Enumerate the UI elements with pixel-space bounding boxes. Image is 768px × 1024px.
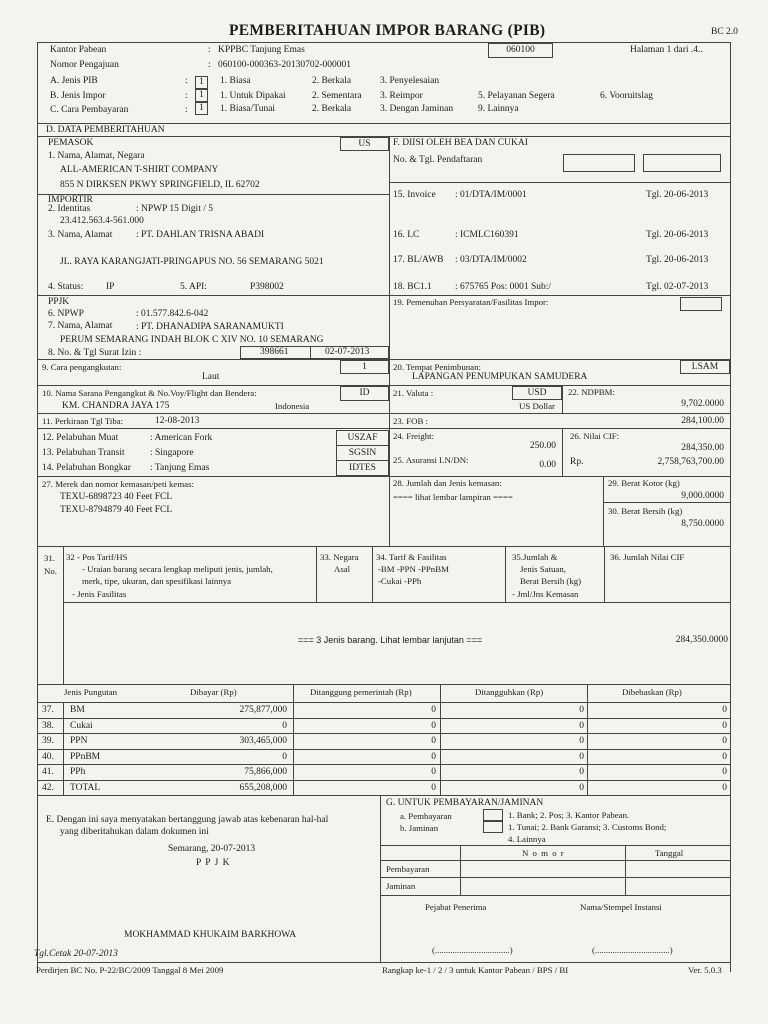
declaration-line-1: E. Dengan ini saya menyatakan bertanggung jawab atas kebenaran hal-hal: [46, 815, 329, 825]
duty-row-defer: 0: [579, 720, 584, 731]
signer-name: MOKHAMMAD KHUKAIM BARKHOWA: [124, 930, 297, 940]
form-code: BC 2.0: [711, 27, 738, 37]
ppjk-name: : PT. DHANADIPA SARANAMUKTI: [136, 322, 284, 332]
duty-row-gov: 0: [431, 720, 436, 731]
container-1: TEXU-6898723 40 Feet FCL: [60, 492, 173, 502]
duty-row-name: BM: [70, 705, 85, 715]
bl-value: : 03/DTA/IM/0002: [455, 255, 527, 265]
importir-title: IMPORTIR: [48, 195, 93, 205]
tgl-cetak: Tgl.Cetak 20-07-2013: [34, 949, 118, 959]
muat-code: USZAF: [347, 433, 378, 443]
kantor-label: Kantor Pabean: [50, 45, 107, 55]
cara-pembayaran-code: 1: [199, 103, 204, 113]
ppjk-address: PERUM SEMARANG INDAH BLOK C XIV NO. 10 SEMARANG: [60, 335, 324, 345]
transit-value: : Singapore: [150, 448, 194, 458]
g-title: G. UNTUK PEMBAYARAN/JAMINAN: [386, 798, 544, 808]
lc-value: : ICMLC160391: [455, 230, 519, 240]
lc-date: Tgl. 20-06-2013: [646, 230, 709, 240]
duty-row-defer: 0: [579, 782, 584, 793]
duty-row-paid: 275,877,000: [239, 705, 287, 715]
cara-pengangkutan-value: Laut: [202, 372, 220, 382]
jenis-pib-label: A. Jenis PIB: [50, 76, 98, 86]
duty-row-divider: [37, 733, 730, 734]
section-d-title: D. DATA PEMBERITAHUAN: [46, 125, 165, 135]
ppjk-surat-no: 398661: [260, 347, 289, 357]
duty-row-name: Cukai: [70, 720, 93, 731]
duty-row-no: 40.: [42, 751, 54, 762]
muat-value: : American Fork: [150, 433, 213, 443]
office-code: 060100: [506, 45, 535, 55]
duty-row-no: 38.: [42, 720, 54, 731]
tiba-value: 12-08-2013: [155, 416, 200, 426]
duty-row-paid: 655,208,000: [239, 782, 287, 793]
duty-row-free: 0: [722, 720, 727, 731]
duty-row-name: PPh: [70, 767, 86, 777]
bc-date: Tgl. 02-07-2013: [646, 282, 709, 292]
duty-row-divider: [37, 749, 730, 750]
footer-version: Ver. 5.0.3: [688, 965, 722, 975]
timbun-value: LAPANGAN PENUMPUKAN SAMUDERA: [412, 372, 588, 382]
f-label: F. DIISI OLEH BEA DAN CUKAI: [393, 138, 528, 148]
pemasok-country: US: [358, 139, 371, 149]
duty-row-name: PPN: [70, 736, 88, 746]
sarana-flag: Indonesia: [275, 401, 310, 411]
asuransi-value: 0.00: [539, 460, 556, 470]
bongkar-value: : Tanjung Emas: [150, 463, 210, 473]
duty-row-defer: 0: [579, 705, 584, 715]
nomor-pengajuan-label: Nomor Pengajuan: [50, 60, 119, 70]
duty-row-no: 41.: [42, 767, 54, 777]
kantor-value: KPPBC Tanjung Emas: [218, 45, 305, 55]
pib-form: PEMBERITAHUAN IMPOR BARANG (PIB) BC 2.0 Kantor Pabean : KPPBC Tanjung Emas 060100 Halaman 1 dari .4.. Nomor Pengajuan : 060100-000363-20130702-000001 A. Jenis PIB : 1 1. Biasa 2. Berkala 3. Penyelesaian B. Jenis Impor : 1 1. Untuk Dipakai 2. Sementara 3. Reimpor 5. Pelayanan Segera 6. Vooruitslag C. Cara Pembayaran : 1 1. Biasa/Tunai 2. Berkala 3. Dengan Jaminan 9. Lainnya D. DATA PEMBERITAHUAN PEMASOK US 1. Nama, Alamat, Negara ALL-AMERICAN T-SHIRT COMPANY 855 N DIRKSEN PKWY SPRINGFIELD, IL 62702 IMPORTIR 2. Identitas : NPWP 15 Digit / 5 23.412.563.4-561.000 3. Nama, Alamat : PT. DAHLAN TRISNA ABADI JL. RAYA KARANGJATI-PRINGAPUS NO. 56 SEMARANG 5021 4. Status: IP 5. API: P398002 PPJK 6. NPWP : 01.577.842.6-042 7. Nama, Alamat : PT. DHANADIPA SARANAMUKTI PERUM SEMARANG INDAH BLOK C XIV NO. 10 SEMARANG 8. No. & Tgl Surat Izin : 398661 02-07-2013 9. Cara pengangkutan: 1 Laut 10. Nama Sarana Pengangkut & No.Voy/Flight dan Bendera: ID KM. CHANDRA JAYA 175 Indonesia 11. Perkiraan Tgl Tiba: 12-08-2013 12. Pelabuhan Muat : American Fork 13. Pelabuhan Transit : Singapore 14. Pelabuhan Bongkar : Tanjung Emas USZAF SGSIN IDTES F. DIISI OLEH BEA DAN CUKAI No. & Tgl. Pendaftaran 15. Invoice : 01/DTA/IM/0001 Tgl. 20-06-2013 16. LC : ICMLC160391 Tgl. 20-06-2013 17. BL/AWB : 03/DTA/IM/0002 Tgl. 20-06-2013 18. BC1.1 : 675765 Pos: 0001 Sub:/ Tgl. 02-07-2013 19. Pemenuhan Persyaratan/Fasilitas Impor: 20. Tempat Penimbunan: LSAM LAPANGAN PENUMPUKAN SAMUDERA 21. Valuta : USD US Dollar 22. NDPBM: 9,702.0000 23. FOB : 284,100.00 24. Freight: 250.00 25. Asuransi LN/DN: 0.00 26. Nilai CIF: 284,350.00 Rp. 2,758,763,700.00 27. Merek dan nomor kemasan/peti kemas: TEXU-6898723 40 Feet FCL TEXU-8794879 40 Feet FCL 28. Jumlah dan Jenis kemasan: ==== lihat lembar lampiran ==== 29. Berat Kotor (kg) 9,000.0000 30. Berat Bersih (kg) 8,750.0000 31. No. 32 - Pos Tarif/HS - Uraian barang secara lengkap meliputi jenis, jumlah, merk, tipe, ukuran, dan spesifikasi lainnya - Jenis Fasilitas 33. Negara Asal 34. Tarif & Fasilitas -BM -PPN -PPnBM -Cukai -PPh 35.Jumlah & Jenis Satuan, Berat Bersih (kg) - Jml/Jns Kemasan 36. Jumlah Nilai CIF === 3 Jenis barang. Lihat lembar lanjutan === 284,350.0000 Jenis Pungutan Dibayar (Rp) Ditanggung pemerintah (Rp) Ditangguhkan (Rp) Dibebaskan (Rp) 37. BM 275,877,000 0 0 0 38. Cukai 0 0 0 0 39. PPN 303,465,000 0 0 0 40. PPnBM 0 0 0 0 41. PPh 75,866,000 0 0 0 42. TOTAL 655,208,000 0 0 0 E. Dengan ini saya menyatakan bertanggung jawab atas kebenaran hal-hal yang diberitahukan dalam dokumen ini Semarang, 20-07-2013 P P J K MOKHAMMAD KHUKAIM BARKHOWA Tgl.Cetak 20-07-2013 G. UNTUK PEMBAYARAN/JAMINAN a. Pembayaran b. Jaminan 1. Bank; 2. Pos; 3. Kantor Pabean. 1. Tunai; 2. Bank Garansi; 3. Customs Bond; 4. Lainnya N o m o r Tanggal Pembayaran Jaminan Pejabat Penerima Nama/Stempel Instansi (..................................) (..................................) Perdirjen BC No. P-22/BC/2009 Tanggal 8 Mei 2009 Rangkap ke-1 / 2 / 3 untuk Kantor Pabean / BPS / BI Ver. 5.0.3: [34, 22, 738, 975]
form-title: PEMBERITAHUAN IMPOR BARANG (PIB): [229, 22, 546, 39]
duty-row-gov: 0: [431, 751, 436, 762]
duty-row-no: 39.: [42, 736, 54, 746]
valuta-name: US Dollar: [519, 401, 555, 411]
pemasok-title: PEMASOK: [48, 138, 94, 148]
ppjk-surat-date: 02-07-2013: [325, 347, 370, 357]
sarana-code: ID: [359, 388, 370, 398]
duty-row-defer: 0: [579, 736, 584, 746]
cif-value: 284,350.00: [681, 443, 724, 453]
rp-value: 2,758,763,700.00: [657, 457, 724, 467]
duty-row-gov: 0: [431, 782, 436, 793]
importir-name: : PT. DAHLAN TRISNA ABADI: [136, 230, 265, 240]
duty-row-paid: 0: [282, 751, 287, 762]
bl-date: Tgl. 20-06-2013: [646, 255, 709, 265]
duty-row-divider: [37, 780, 730, 781]
footer-rangkap: Rangkap ke-1 / 2 / 3 untuk Kantor Pabean / BPS / BI: [382, 965, 569, 975]
duty-row-divider: [37, 718, 730, 719]
timbun-code: LSAM: [691, 362, 719, 372]
items-total-cif: 284,350.0000: [675, 635, 728, 645]
jenis-pib-code: 1: [199, 77, 204, 87]
declaration-role: P P J K: [196, 858, 231, 868]
importir-status: IP: [106, 282, 115, 292]
duty-row-free: 0: [722, 767, 727, 777]
duty-row-free: 0: [722, 751, 727, 762]
ppjk-npwp: : 01.577.842.6-042: [136, 309, 209, 319]
importir-api: P398002: [250, 282, 284, 292]
declaration-place-date: Semarang, 20-07-2013: [168, 844, 256, 854]
valuta-code: USD: [527, 388, 547, 398]
nomor-pengajuan-value: 060100-000363-20130702-000001: [218, 60, 351, 70]
duty-row-name: PPnBM: [70, 751, 101, 762]
pemasok-address: 855 N DIRKSEN PKWY SPRINGFIELD, IL 62702: [60, 180, 260, 190]
invoice-value: : 01/DTA/IM/0001: [455, 190, 527, 200]
duty-row-gov: 0: [431, 705, 436, 715]
duty-row-name: TOTAL: [70, 782, 101, 793]
importir-npwp: 23.412.563.4-561.000: [60, 216, 144, 226]
footer-regulation: Perdirjen BC No. P-22/BC/2009 Tanggal 8 Mei 2009: [36, 965, 224, 975]
duty-row-paid: 303,465,000: [239, 736, 287, 746]
duty-row-free: 0: [722, 736, 727, 746]
kemasan-jumlah: ==== lihat lembar lampiran ====: [393, 492, 513, 502]
bc-value: : 675765 Pos: 0001 Sub:/: [455, 282, 552, 292]
duty-row-defer: 0: [579, 767, 584, 777]
ndpbm-value: 9,702.0000: [681, 399, 724, 409]
duty-row-no: 37.: [42, 705, 54, 715]
duty-row-gov: 0: [431, 767, 436, 777]
duty-row-divider: [37, 764, 730, 765]
duty-row-paid: 75,866,000: [244, 767, 287, 777]
duty-row-gov: 0: [431, 736, 436, 746]
jenis-impor-label: B. Jenis Impor: [50, 91, 106, 101]
transit-code: SGSIN: [348, 448, 377, 458]
duty-row-defer: 0: [579, 751, 584, 762]
berat-bersih: 8,750.0000: [681, 519, 724, 529]
fob-value: 284,100.00: [681, 416, 724, 426]
bongkar-code: IDTES: [349, 463, 376, 473]
jenis-impor-code: 1: [199, 90, 204, 100]
duty-row-no: 42.: [42, 782, 54, 793]
declaration-line-2: yang diberitahukan dalam dokumen ini: [60, 827, 209, 837]
duty-row-free: 0: [722, 705, 727, 715]
duty-row-paid: 0: [282, 720, 287, 731]
cara-pembayaran-label: C. Cara Pembayaran: [50, 105, 129, 115]
sarana-name: KM. CHANDRA JAYA 175: [62, 401, 170, 411]
page-info: Halaman 1 dari .4..: [630, 45, 703, 55]
pemasok-name: ALL-AMERICAN T-SHIRT COMPANY: [60, 165, 219, 175]
berat-kotor: 9,000.0000: [681, 491, 724, 501]
ppjk-title: PPJK: [48, 297, 70, 307]
duty-row-free: 0: [722, 782, 727, 793]
items-note: === 3 Jenis barang. Lihat lembar lanjutan ===: [298, 635, 483, 645]
importir-address: JL. RAYA KARANGJATI-PRINGAPUS NO. 56 SEMARANG 5021: [60, 257, 324, 267]
container-2: TEXU-8794879 40 Feet FCL: [60, 505, 173, 515]
invoice-date: Tgl. 20-06-2013: [646, 190, 709, 200]
freight-value: 250.00: [529, 441, 556, 451]
cara-pengangkutan-code: 1: [362, 362, 367, 372]
